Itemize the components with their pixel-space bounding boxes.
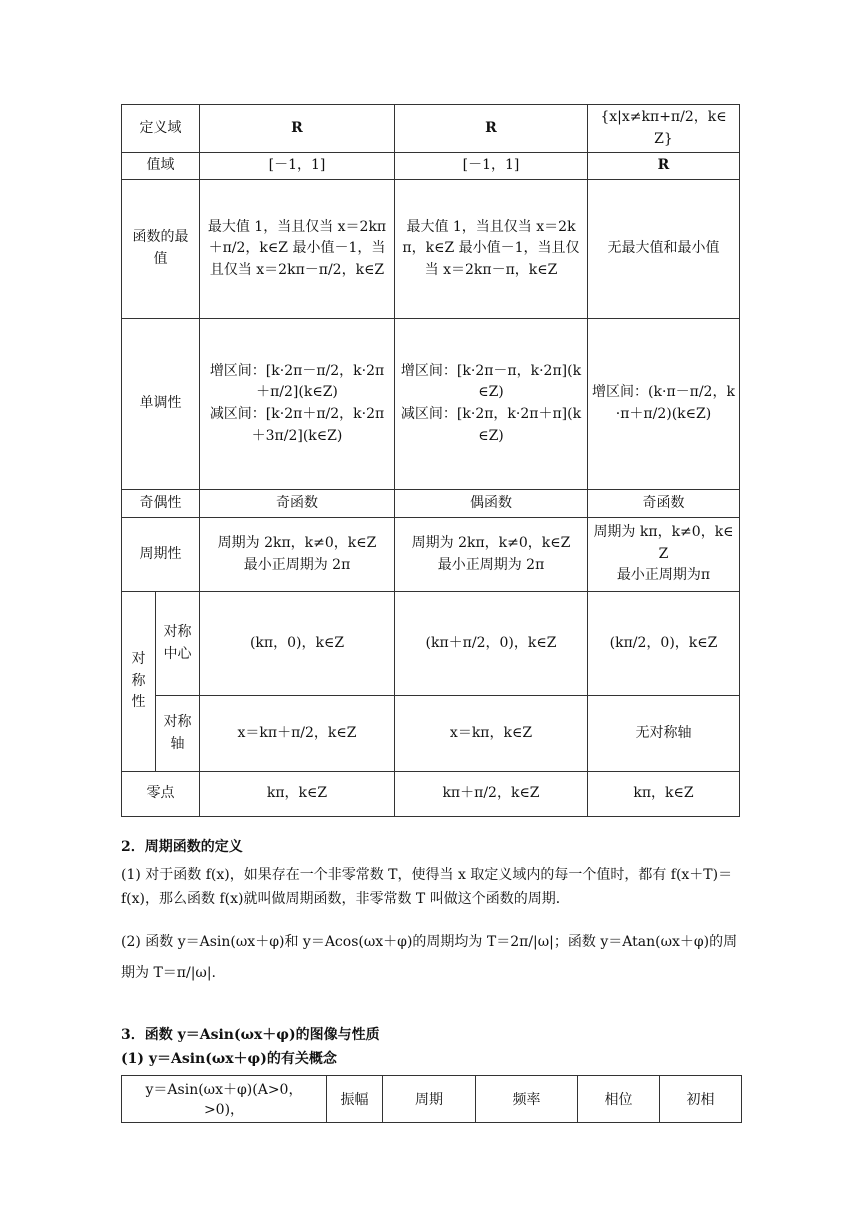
tan-zeros: kπ，k∈Z xyxy=(588,772,740,817)
section-2-paragraph-2: (2) 函数 y＝Asin(ωx＋φ)和 y＝Acos(ωx＋φ)的周期均为 T＝2π/|ω|；函数 y＝Atan(ωx＋φ)的周期为 T＝π/|ω|. xyxy=(121,934,738,982)
tan-domain: {x|x≠kπ+π/2，k∈Z} xyxy=(588,105,740,153)
cos-center: (kπ＋π/2，0)，k∈Z xyxy=(395,592,588,696)
cos-parity: 偶函数 xyxy=(395,490,588,518)
cos-period-line: 周期为 2kπ，k≠0，k∈Z xyxy=(411,534,571,551)
table-row xyxy=(122,180,740,319)
section-sine-graph xyxy=(121,1024,741,1072)
sub-label-axis: 对称轴 xyxy=(156,696,200,772)
cos-domain: R xyxy=(395,105,588,153)
row-label-period: 周期性 xyxy=(122,518,200,592)
cos-zeros: kπ＋π/2，k∈Z xyxy=(395,772,588,817)
tan-parity: 奇函数 xyxy=(588,490,740,518)
table-row xyxy=(122,153,740,180)
sin-min-period: 最小正周期为 2π xyxy=(243,556,351,573)
section-3-heading: 3．函数 y＝Asin(ωx＋φ)的图像与性质 xyxy=(121,1027,380,1043)
sin-period xyxy=(200,518,395,592)
row-label-extrema: 函数的最值 xyxy=(122,180,200,319)
concept-initial-phase: 初相 xyxy=(660,1076,742,1123)
concept-formula: y＝Asin(ωx＋φ)(A>0，>0)， xyxy=(122,1076,327,1123)
table-row xyxy=(122,592,740,696)
table-row xyxy=(122,319,740,490)
section-3-subheading: (1) y＝Asin(ωx＋φ)的有关概念 xyxy=(121,1050,337,1067)
sin-domain: R xyxy=(200,105,395,153)
cos-period xyxy=(395,518,588,592)
table-row xyxy=(122,696,740,772)
sin-axis: x＝kπ＋π/2，k∈Z xyxy=(200,696,395,772)
tan-period-line: 周期为 kπ，k≠0，k∈Z xyxy=(593,524,734,562)
tan-extrema: 无最大值和最小值 xyxy=(588,180,740,319)
concept-table xyxy=(121,1075,742,1123)
row-label-domain: 定义域 xyxy=(122,105,200,153)
section-periodic-definition xyxy=(121,836,741,989)
row-label-monotonic: 单调性 xyxy=(122,319,200,490)
sin-center: (kπ，0)，k∈Z xyxy=(200,592,395,696)
table-row xyxy=(122,772,740,817)
cos-increasing: 增区间：[k·2π－π，k·2π](k∈Z) xyxy=(400,362,582,401)
tan-axis: 无对称轴 xyxy=(588,696,740,772)
tan-period xyxy=(588,518,740,592)
cos-monotonic xyxy=(395,319,588,490)
sin-monotonic xyxy=(200,319,395,490)
tan-range: R xyxy=(588,153,740,180)
cos-decreasing: 减区间：[k·2π，k·2π＋π](k∈Z) xyxy=(400,406,582,444)
sin-parity: 奇函数 xyxy=(200,490,395,518)
tan-min-period: 最小正周期为π xyxy=(616,567,711,584)
cos-range: [－1，1] xyxy=(395,153,588,180)
sin-extrema: 最大值 1，当且仅当 x＝2kπ＋π/2，k∈Z 最小值－1，当且仅当 x＝2kπ－π/2，k∈Z xyxy=(200,180,395,319)
section-2-paragraph-1: (1) 对于函数 f(x)，如果存在一个非零常数 T，使得当 x 取定义域内的每一个值时，都有 f(x＋T)＝f(x)，那么函数 f(x)就叫做周期函数，非零常数 T 叫做这个函数的周期． xyxy=(121,866,733,907)
sin-range: [－1，1] xyxy=(200,153,395,180)
section-2-heading: 2．周期函数的定义 xyxy=(121,839,243,855)
trig-properties-table xyxy=(121,104,740,817)
row-label-range: 值域 xyxy=(122,153,200,180)
sin-decreasing: 减区间：[k·2π＋π/2，k·2π＋3π/2](k∈Z) xyxy=(209,406,385,444)
sin-period-line: 周期为 2kπ，k≠0，k∈Z xyxy=(217,534,377,551)
row-label-symmetry: 对称性 xyxy=(122,592,156,772)
cos-min-period: 最小正周期为 2π xyxy=(437,556,545,573)
concept-phase: 相位 xyxy=(578,1076,660,1123)
sin-increasing: 增区间：[k·2π－π/2，k·2π＋π/2](k∈Z) xyxy=(209,362,385,401)
tan-center: (kπ/2，0)，k∈Z xyxy=(588,592,740,696)
row-label-zeros: 零点 xyxy=(122,772,200,817)
cos-extrema: 最大值 1，当且仅当 x＝2kπ，k∈Z 最小值－1，当且仅当 x＝2kπ－π，k∈Z xyxy=(395,180,588,319)
sub-label-center: 对称中心 xyxy=(156,592,200,696)
table-row xyxy=(122,105,740,153)
table-row xyxy=(122,518,740,592)
table-row xyxy=(122,1076,742,1123)
tan-monotonic: 增区间：(k·π－π/2，k·π＋π/2)(k∈Z) xyxy=(588,319,740,490)
cos-axis: x＝kπ，k∈Z xyxy=(395,696,588,772)
concept-period: 周期 xyxy=(383,1076,476,1123)
row-label-parity: 奇偶性 xyxy=(122,490,200,518)
sin-zeros: kπ，k∈Z xyxy=(200,772,395,817)
concept-frequency: 频率 xyxy=(476,1076,578,1123)
concept-amplitude: 振幅 xyxy=(327,1076,383,1123)
table-row xyxy=(122,490,740,518)
